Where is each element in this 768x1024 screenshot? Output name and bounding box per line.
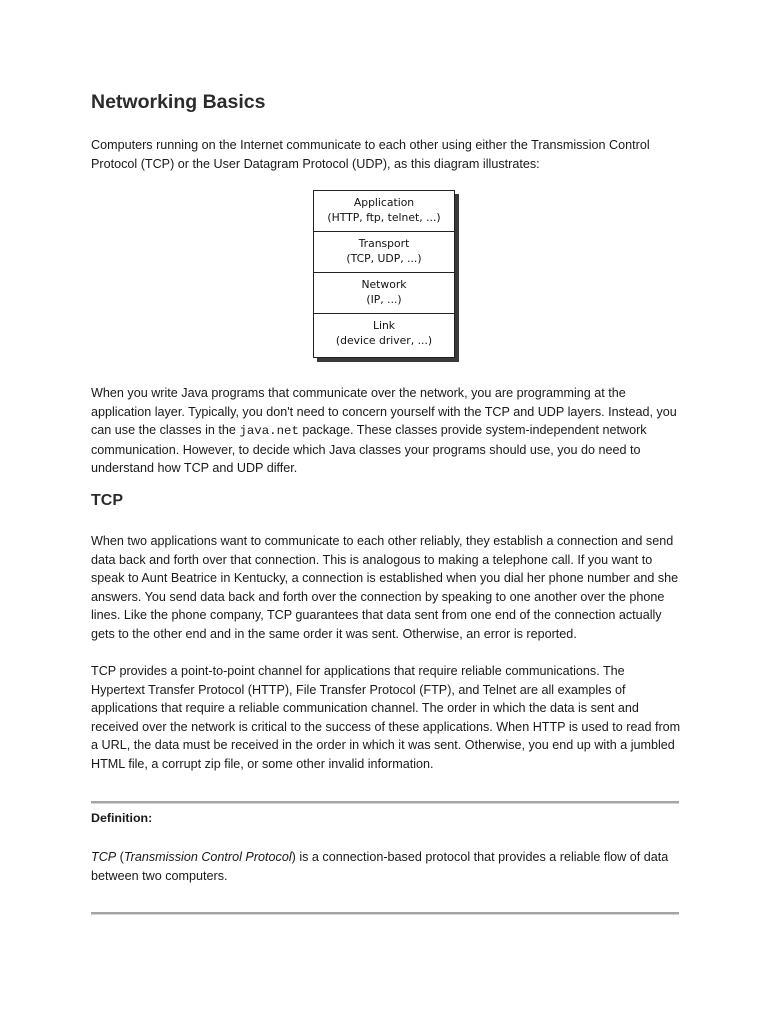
tcp-paragraph-2: TCP provides a point-to-point channel for applications that require reliable communications. The Hypertext Transfer Protocol (HTTP), File Transfer Protocol (FTP), and Telnet are all examples of applications that require a reliable communication channel. The order in which the data is sent and received over the network is critical to the success of these applications. When HTTP is used to read from a URL, the data must be received in the order in which it was sent. Otherwise, you end up with a jumbled HTML file, a corrupt zip file, or some other invalid information. <box>91 664 681 771</box>
definition-term: TCP <box>91 850 117 864</box>
layer-detail: (device driver, ...) <box>335 334 433 347</box>
layer-name: Network <box>361 278 407 291</box>
layer-detail: (IP, ...) <box>366 293 402 306</box>
definition-title: Definition: <box>91 811 153 825</box>
network-layers-diagram <box>313 190 455 358</box>
definition-text <box>91 848 681 885</box>
definition-expansion: Transmission Control Protocol <box>123 850 292 864</box>
layer-detail: (HTTP, ftp, telnet, ...) <box>327 211 441 224</box>
definition-bottom-divider <box>91 912 679 915</box>
tcp-heading: TCP <box>91 492 123 509</box>
layer-detail: (TCP, UDP, ...) <box>346 252 422 265</box>
java-net-package: java.net <box>239 424 299 439</box>
java-paragraph <box>91 384 681 478</box>
layer-name: Transport <box>358 237 410 250</box>
layer-name: Link <box>372 319 396 332</box>
layer-link <box>314 314 454 355</box>
java-paragraph-text-a: When you write Java programs that communicate over the network, you are programming at the application layer. Typically, you don't need to concern yourself with the TCP and UDP layers. Instead, you can use the classes in the <box>91 386 677 438</box>
layer-application <box>314 191 454 232</box>
java-paragraph-text-b: package. These classes provide system-independent network communication. However, to decide which Java classes your programs should use, you do need to understand how TCP and UDP differ. <box>91 423 647 476</box>
page-title: Networking Basics <box>91 91 266 113</box>
layer-transport <box>314 232 454 273</box>
intro-paragraph: Computers running on the Internet communicate to each other using either the Transmission Control Protocol (TCP) or the User Datagram Protocol (UDP), as this diagram illustrates: <box>91 138 650 171</box>
layer-network <box>314 273 454 314</box>
definition-rest: ) is a connection-based protocol that provides a reliable flow of data between two computers. <box>91 850 669 883</box>
definition-top-divider <box>91 801 679 804</box>
layer-name: Application <box>353 196 415 209</box>
tcp-paragraph-1: When two applications want to communicate to each other reliably, they establish a connection and send data back and forth over that connection. This is analogous to making a telephone call. If you want to speak to Aunt Beatrice in Kentucky, a connection is established when you dial her phone number and she answers. You send data back and forth over the connection by speaking to one another over the phone lines. Like the phone company, TCP guarantees that data sent from one end of the connection actually gets to the other end and in the same order it was sent. Otherwise, an error is reported. <box>91 534 679 641</box>
definition-paren: ( <box>116 850 124 864</box>
